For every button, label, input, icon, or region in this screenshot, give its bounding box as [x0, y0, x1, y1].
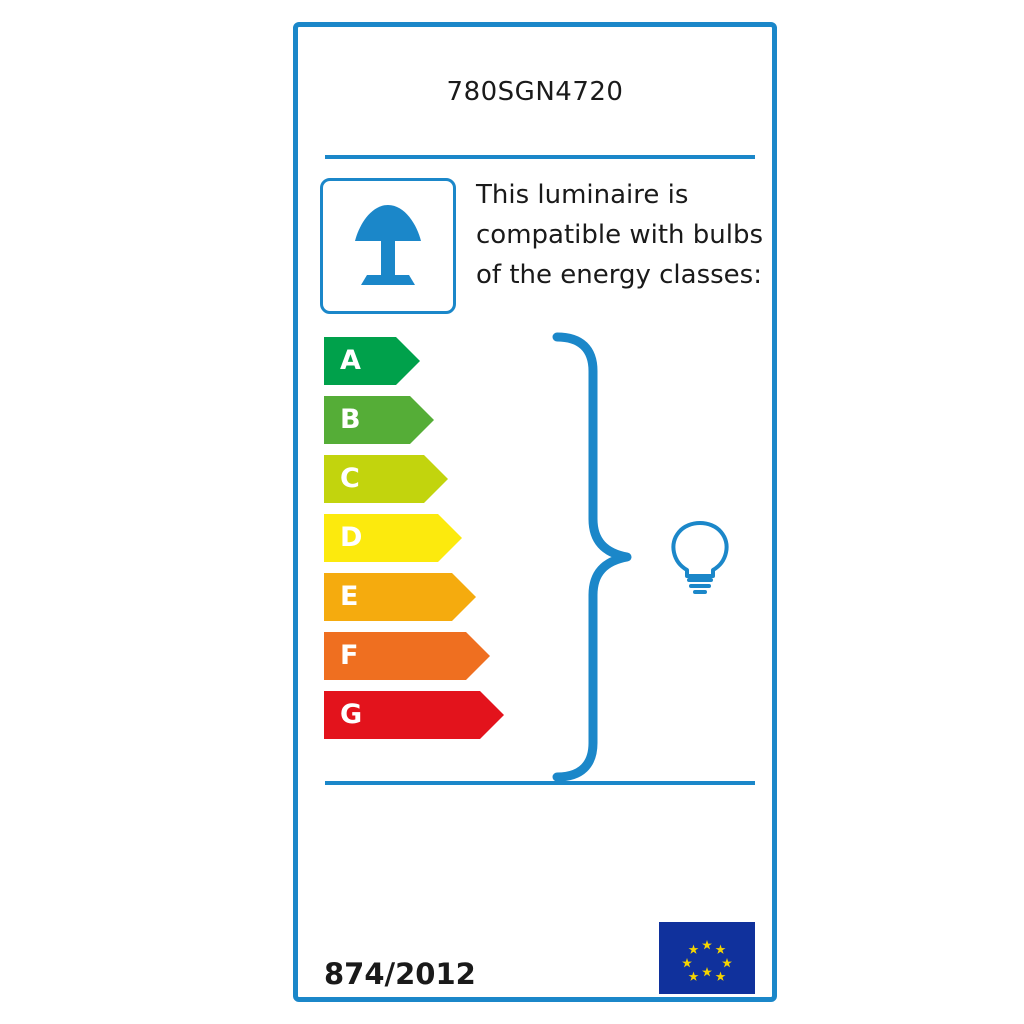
energy-class-row-b	[324, 396, 544, 444]
compatibility-text: This luminaire is compatible with bulbs of the energy classes:	[476, 180, 764, 290]
light-bulb-icon	[655, 512, 745, 606]
class-arrow-shape	[324, 337, 420, 385]
energy-class-letter: C	[340, 463, 360, 494]
table-lamp-icon	[323, 181, 453, 311]
energy-class-letter: B	[340, 404, 361, 435]
model-code: 780SGN4720	[446, 77, 624, 107]
energy-class-list	[324, 337, 544, 750]
brace-and-bulb-group	[535, 327, 765, 787]
divider-top	[325, 155, 755, 159]
eu-flag-icon	[659, 922, 755, 994]
energy-class-letter: G	[340, 699, 363, 730]
energy-class-letter: A	[340, 345, 361, 376]
energy-class-row-a	[324, 337, 544, 385]
energy-class-row-e	[324, 573, 544, 621]
energy-label-card	[293, 22, 777, 1002]
energy-class-row-d	[324, 514, 544, 562]
luminaire-icon-box	[320, 178, 456, 314]
energy-class-row-f	[324, 632, 544, 680]
divider-bottom	[325, 781, 755, 785]
regulation-number: 874/2012	[324, 957, 476, 991]
energy-class-letter: D	[340, 522, 363, 553]
energy-class-letter: F	[340, 640, 359, 671]
energy-class-row-c	[324, 455, 544, 503]
energy-class-row-g	[324, 691, 544, 739]
energy-class-letter: E	[340, 581, 359, 612]
